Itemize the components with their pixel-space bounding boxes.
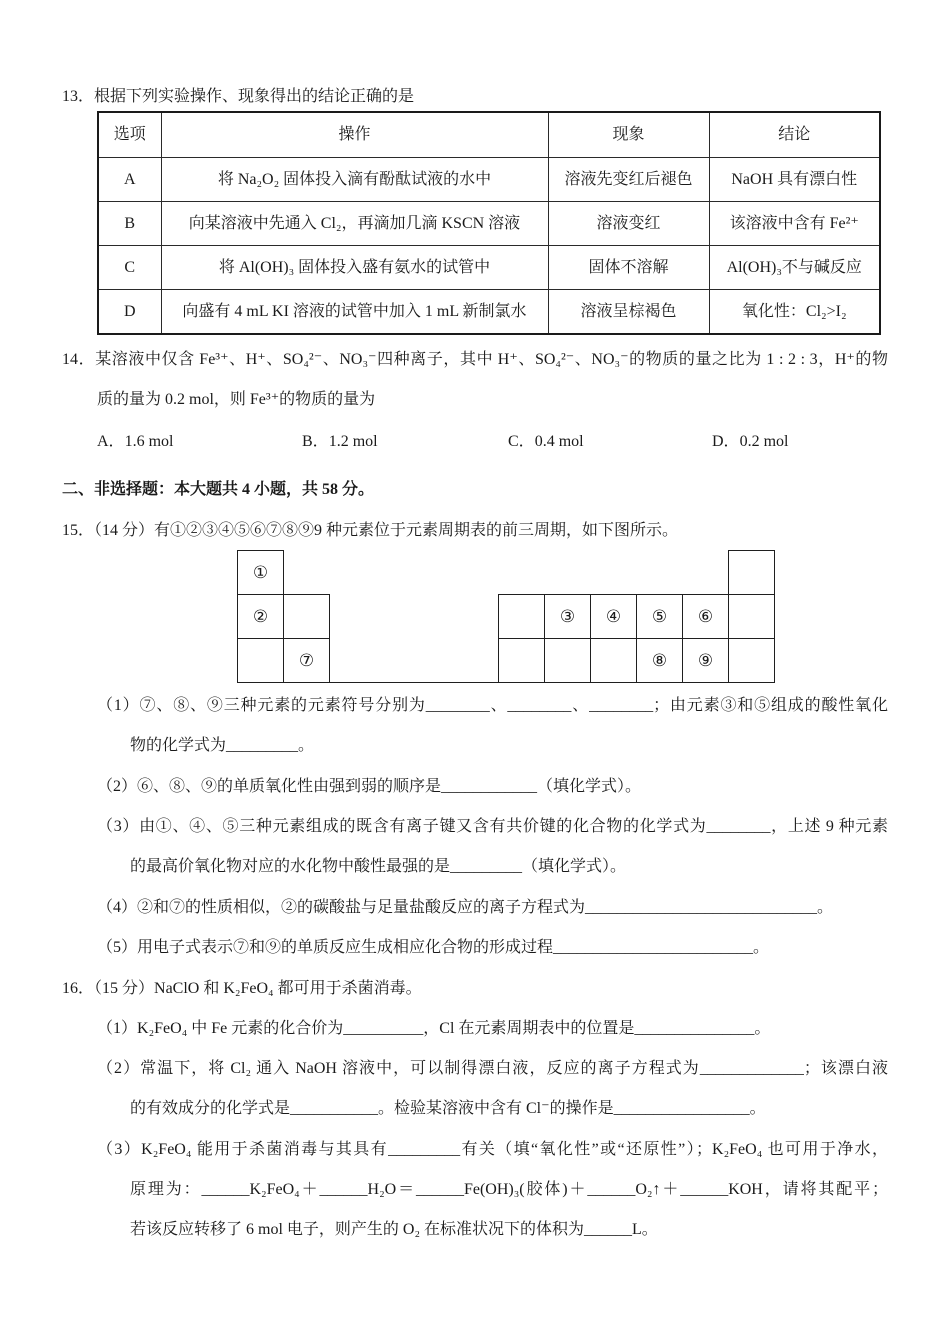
periodic-cell-empty (544, 638, 591, 683)
periodic-cell (237, 550, 284, 595)
periodic-cell-empty (590, 638, 637, 683)
element-label: ⑨ (697, 650, 714, 670)
question-14-line: 质的量为 0.2 mol，则 Fe³⁺的物质的量为 (97, 391, 376, 408)
part-label: （1） (97, 697, 140, 714)
choice-text: 0.4 mol (534, 433, 584, 450)
table-cell-option: D (98, 290, 161, 335)
periodic-cell (682, 594, 729, 639)
choice-text: 1.2 mol (328, 433, 378, 450)
part-text-continued: 原理为：______K₂FeO₄＋______H₂O＝______Fe(OH)₃(胶体)＋______O₂↑＋______KOH，请将其配平； (130, 1181, 888, 1198)
question-14-text: 某溶液中仅含 Fe³⁺、H⁺、SO₄²⁻、NO₃⁻四种离子，其中 H⁺、SO₄²⁻、NO₃⁻的物质的量之比为 1 : 2 : 3，H⁺的物 (95, 351, 888, 368)
element-label: ④ (605, 606, 622, 626)
choice-option-d (712, 432, 788, 452)
choice-letter: D． (712, 433, 740, 450)
question-15-part-4 (97, 898, 833, 918)
periodic-cell-empty (498, 594, 545, 639)
periodic-cell (682, 638, 729, 683)
part-text-continued: 物的化学式为_________。 (130, 737, 315, 754)
question-15-part-1 (97, 696, 888, 716)
part-label: （4） (97, 899, 138, 916)
question-13-heading (62, 87, 414, 107)
table-cell-operation: 向盛有 4 mL KI 溶液的试管中加入 1 mL 新制氯水 (161, 290, 548, 335)
part-text: ⑥、⑧、⑨的单质氧化性由强到弱的顺序是____________（填化学式）。 (137, 778, 642, 795)
table-cell-option: B (98, 202, 161, 246)
table-header-row (98, 112, 880, 158)
periodic-table-diagram (237, 550, 775, 685)
question-16-stem: （15 分）NaClO 和 K₂FeO₄ 都可用于杀菌消毒。 (94, 980, 422, 997)
question-15-heading (62, 521, 678, 541)
periodic-cell (590, 594, 637, 639)
part-text: 用电子式表示⑦和⑨的单质反应生成相应化合物的形成过程_________________________。 (137, 939, 770, 956)
periodic-cell-empty (728, 594, 775, 639)
element-label: ① (252, 562, 269, 582)
table-cell-phenomenon: 固体不溶解 (548, 246, 709, 290)
periodic-cell-empty (283, 594, 330, 639)
question-15-number: 15． (62, 522, 95, 539)
question-16-part-2 (97, 1059, 888, 1079)
table-row (98, 202, 880, 246)
question-16-part-1 (97, 1019, 770, 1039)
part-text-continued: 的最高价氧化物对应的水化物中酸性最强的是_________（填化学式）。 (130, 858, 627, 875)
element-label: ③ (559, 606, 576, 626)
element-label: ② (252, 606, 269, 626)
part-text: 常温下，将 Cl₂ 通入 NaOH 溶液中，可以制得漂白液，反应的离子方程式为_____________；该漂白液 (140, 1060, 888, 1077)
part-text: 由①、④、⑤三种元素组成的既含有离子键又含有共价键的化合物的化学式为________，上述 9 种元素 (139, 818, 888, 835)
question-14-line (62, 350, 888, 370)
question-15-part-5 (97, 938, 769, 958)
table-header-phenomenon: 现象 (548, 112, 709, 158)
choice-option-c (508, 432, 584, 452)
periodic-cell-empty (728, 638, 775, 683)
choice-letter: C． (508, 433, 535, 450)
part-text: ⑦、⑧、⑨三种元素的元素符号分别为________、________、________；由元素③和⑤组成的酸性氧化 (139, 697, 888, 714)
periodic-cell (237, 594, 284, 639)
part-text: K₂FeO₄ 中 Fe 元素的化合价为__________，Cl 在元素周期表中的位置是_______________。 (137, 1020, 771, 1037)
periodic-table-baseline (329, 682, 499, 684)
periodic-cell (544, 594, 591, 639)
question-13-number: 13． (62, 88, 95, 105)
table-row (98, 290, 880, 335)
table-cell-conclusion: 氧化性：Cl₂>I₂ (709, 290, 880, 335)
periodic-cell-empty (498, 638, 545, 683)
part-label: （2） (97, 778, 138, 795)
question-15-part-2 (97, 777, 641, 797)
periodic-cell-empty (237, 638, 284, 683)
part-text: K₂FeO₄ 能用于杀菌消毒与其具有_________有关（填“氧化性”或“还原性”）；K₂FeO₄ 也可用于净水， (141, 1141, 888, 1158)
element-label: ⑤ (651, 606, 668, 626)
question-16-heading (62, 979, 422, 999)
part-text: ②和⑦的性质相似，②的碳酸盐与足量盐酸反应的离子方程式为_____________________________。 (137, 899, 834, 916)
part-label: （3） (97, 1141, 142, 1158)
question-13-stem: 根据下列实验操作、现象得出的结论正确的是 (94, 88, 415, 105)
periodic-cell-empty (728, 550, 775, 595)
choice-text: 1.6 mol (124, 433, 174, 450)
table-cell-conclusion: NaOH 具有漂白性 (709, 158, 880, 202)
table-row (98, 158, 880, 202)
periodic-cell (636, 638, 683, 683)
table-cell-phenomenon: 溶液变红 (548, 202, 709, 246)
periodic-cell (283, 638, 330, 683)
table-cell-operation: 将 Na₂O₂ 固体投入滴有酚酞试液的水中 (161, 158, 548, 202)
table-cell-option: A (98, 158, 161, 202)
element-label: ⑥ (697, 606, 714, 626)
part-label: （2） (97, 1060, 141, 1077)
choice-letter: B． (302, 433, 329, 450)
table-header-option: 选项 (98, 112, 161, 158)
element-label: ⑧ (651, 650, 668, 670)
periodic-cell (636, 594, 683, 639)
part-text-continued: 的有效成分的化学式是___________。检验某溶液中含有 Cl⁻的操作是_________________。 (130, 1100, 766, 1117)
table-cell-operation: 向某溶液中先通入 Cl₂，再滴加几滴 KSCN 溶液 (161, 202, 548, 246)
question-16-part-3 (97, 1140, 888, 1160)
question-14-number: 14． (62, 351, 96, 368)
question-16-number: 16． (62, 980, 95, 997)
choice-option-b (302, 432, 378, 452)
experiment-table (97, 111, 881, 335)
element-label: ⑦ (298, 650, 315, 670)
table-cell-conclusion: 该溶液中含有 Fe²⁺ (709, 202, 880, 246)
question-15-stem: （14 分）有①②③④⑤⑥⑦⑧⑨9 种元素位于元素周期表的前三周期，如下图所示。 (94, 522, 679, 539)
part-text-continued: 若该反应转移了 6 mol 电子，则产生的 O₂ 在标准状况下的体积为______L。 (130, 1221, 658, 1238)
choice-letter: A． (97, 433, 125, 450)
choice-text: 0.2 mol (739, 433, 789, 450)
table-header-operation: 操作 (161, 112, 548, 158)
part-label: （1） (97, 1020, 138, 1037)
table-cell-operation: 将 Al(OH)₃ 固体投入盛有氨水的试管中 (161, 246, 548, 290)
part-label: （3） (97, 818, 140, 835)
table-cell-option: C (98, 246, 161, 290)
part-label: （5） (97, 939, 138, 956)
table-header-conclusion: 结论 (709, 112, 880, 158)
table-row (98, 246, 880, 290)
table-cell-phenomenon: 溶液先变红后褪色 (548, 158, 709, 202)
question-15-part-3 (97, 817, 888, 837)
choice-option-a (97, 432, 173, 452)
table-cell-phenomenon: 溶液呈棕褐色 (548, 290, 709, 335)
table-cell-conclusion: Al(OH)₃不与碱反应 (709, 246, 880, 290)
section-title: 二、非选择题：本大题共 4 小题，共 58 分。 (62, 481, 375, 498)
